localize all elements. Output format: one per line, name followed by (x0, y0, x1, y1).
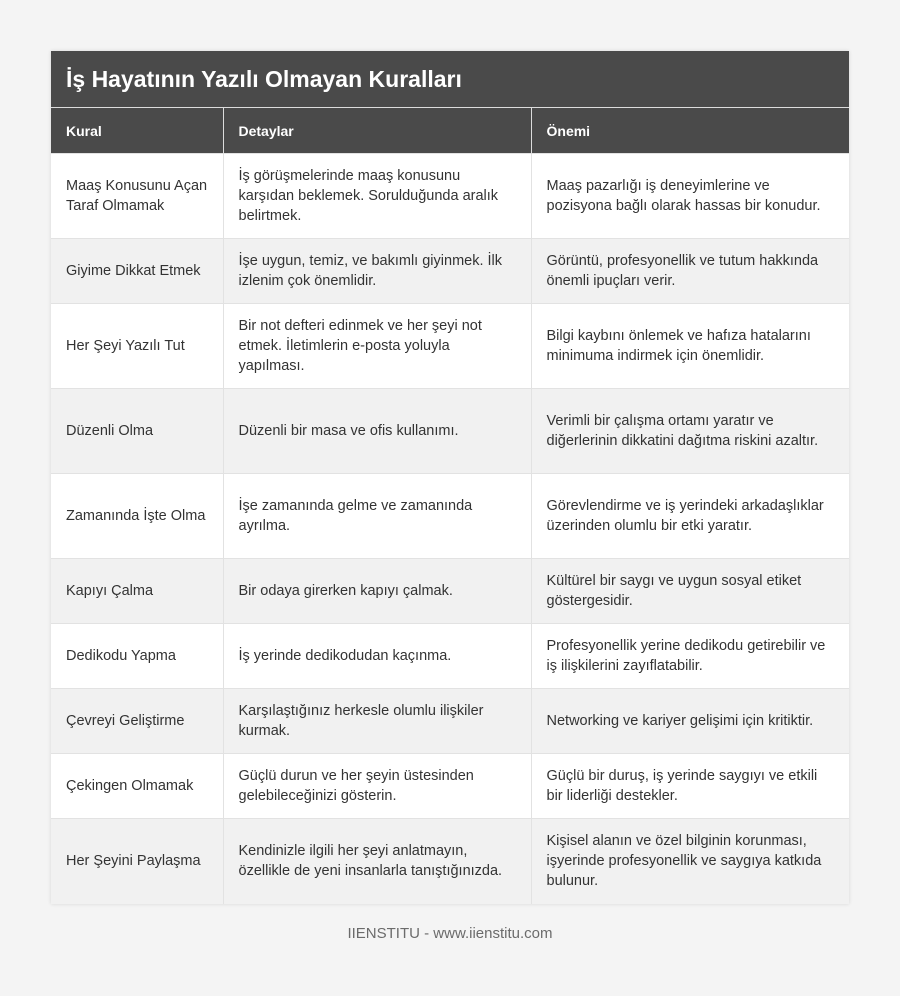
cell-detaylar: İşe zamanında gelme ve zamanında ayrılma. (223, 474, 531, 559)
table-row (51, 239, 849, 304)
table-row (51, 689, 849, 754)
column-header-detaylar: Detaylar (223, 108, 531, 154)
cell-onemi: Kültürel bir saygı ve uygun sosyal etiket göstergesidir. (531, 559, 849, 624)
cell-detaylar: Bir odaya girerken kapıyı çalmak. (223, 559, 531, 624)
cell-kural: Dedikodu Yapma (51, 624, 223, 689)
cell-kural: Çevreyi Geliştirme (51, 689, 223, 754)
cell-detaylar: İşe uygun, temiz, ve bakımlı giyinmek. İlk izlenim çok önemlidir. (223, 239, 531, 304)
column-header-kural: Kural (51, 108, 223, 154)
cell-kural: Zamanında İşte Olma (51, 474, 223, 559)
cell-detaylar: İş yerinde dedikodudan kaçınma. (223, 624, 531, 689)
cell-detaylar: Kendinizle ilgili her şeyi anlatmayın, özellikle de yeni insanlarla tanıştığınızda. (223, 819, 531, 904)
cell-onemi: Güçlü bir duruş, iş yerinde saygıyı ve etkili bir liderliği destekler. (531, 754, 849, 819)
cell-detaylar: Bir not defteri edinmek ve her şeyi not etmek. İletimlerin e-posta yoluyla yapılması. (223, 304, 531, 389)
cell-onemi: Profesyonellik yerine dedikodu getirebilir ve iş ilişkilerini zayıflatabilir. (531, 624, 849, 689)
cell-detaylar: Düzenli bir masa ve ofis kullanımı. (223, 389, 531, 474)
table-row (51, 304, 849, 389)
table-row (51, 624, 849, 689)
cell-kural: Her Şeyini Paylaşma (51, 819, 223, 904)
table-row (51, 389, 849, 474)
cell-onemi: Maaş pazarlığı iş deneyimlerine ve pozisyona bağlı olarak hassas bir konudur. (531, 154, 849, 239)
cell-kural: Maaş Konusunu Açan Taraf Olmamak (51, 154, 223, 239)
cell-onemi: Görevlendirme ve iş yerindeki arkadaşlıklar üzerinden olumlu bir etki yaratır. (531, 474, 849, 559)
table-row (51, 819, 849, 904)
rules-table (51, 108, 849, 904)
cell-detaylar: İş görüşmelerinde maaş konusunu karşıdan beklemek. Sorulduğunda aralık belirtmek. (223, 154, 531, 239)
cell-kural: Giyime Dikkat Etmek (51, 239, 223, 304)
cell-onemi: Görüntü, profesyonellik ve tutum hakkında önemli ipuçları verir. (531, 239, 849, 304)
column-header-onemi: Önemi (531, 108, 849, 154)
cell-kural: Kapıyı Çalma (51, 559, 223, 624)
table-row (51, 559, 849, 624)
cell-detaylar: Karşılaştığınız herkesle olumlu ilişkiler kurmak. (223, 689, 531, 754)
cell-onemi: Kişisel alanın ve özel bilginin korunması, işyerinde profesyonellik ve saygıya katkıda bulunur. (531, 819, 849, 904)
cell-kural: Çekingen Olmamak (51, 754, 223, 819)
table-header-row (51, 108, 849, 154)
cell-onemi: Bilgi kaybını önlemek ve hafıza hatalarını minimuma indirmek için önemlidir. (531, 304, 849, 389)
table-row (51, 474, 849, 559)
rules-table-card (51, 51, 849, 904)
table-row (51, 154, 849, 239)
table-title: İş Hayatının Yazılı Olmayan Kuralları (51, 51, 849, 108)
cell-detaylar: Güçlü durun ve her şeyin üstesinden gelebileceğinizi gösterin. (223, 754, 531, 819)
cell-kural: Her Şeyi Yazılı Tut (51, 304, 223, 389)
cell-kural: Düzenli Olma (51, 389, 223, 474)
table-row (51, 754, 849, 819)
cell-onemi: Verimli bir çalışma ortamı yaratır ve diğerlerinin dikkatini dağıtma riskini azaltır. (531, 389, 849, 474)
cell-onemi: Networking ve kariyer gelişimi için kritiktir. (531, 689, 849, 754)
footer-credit: IIENSTITU - www.iienstitu.com (347, 925, 553, 942)
